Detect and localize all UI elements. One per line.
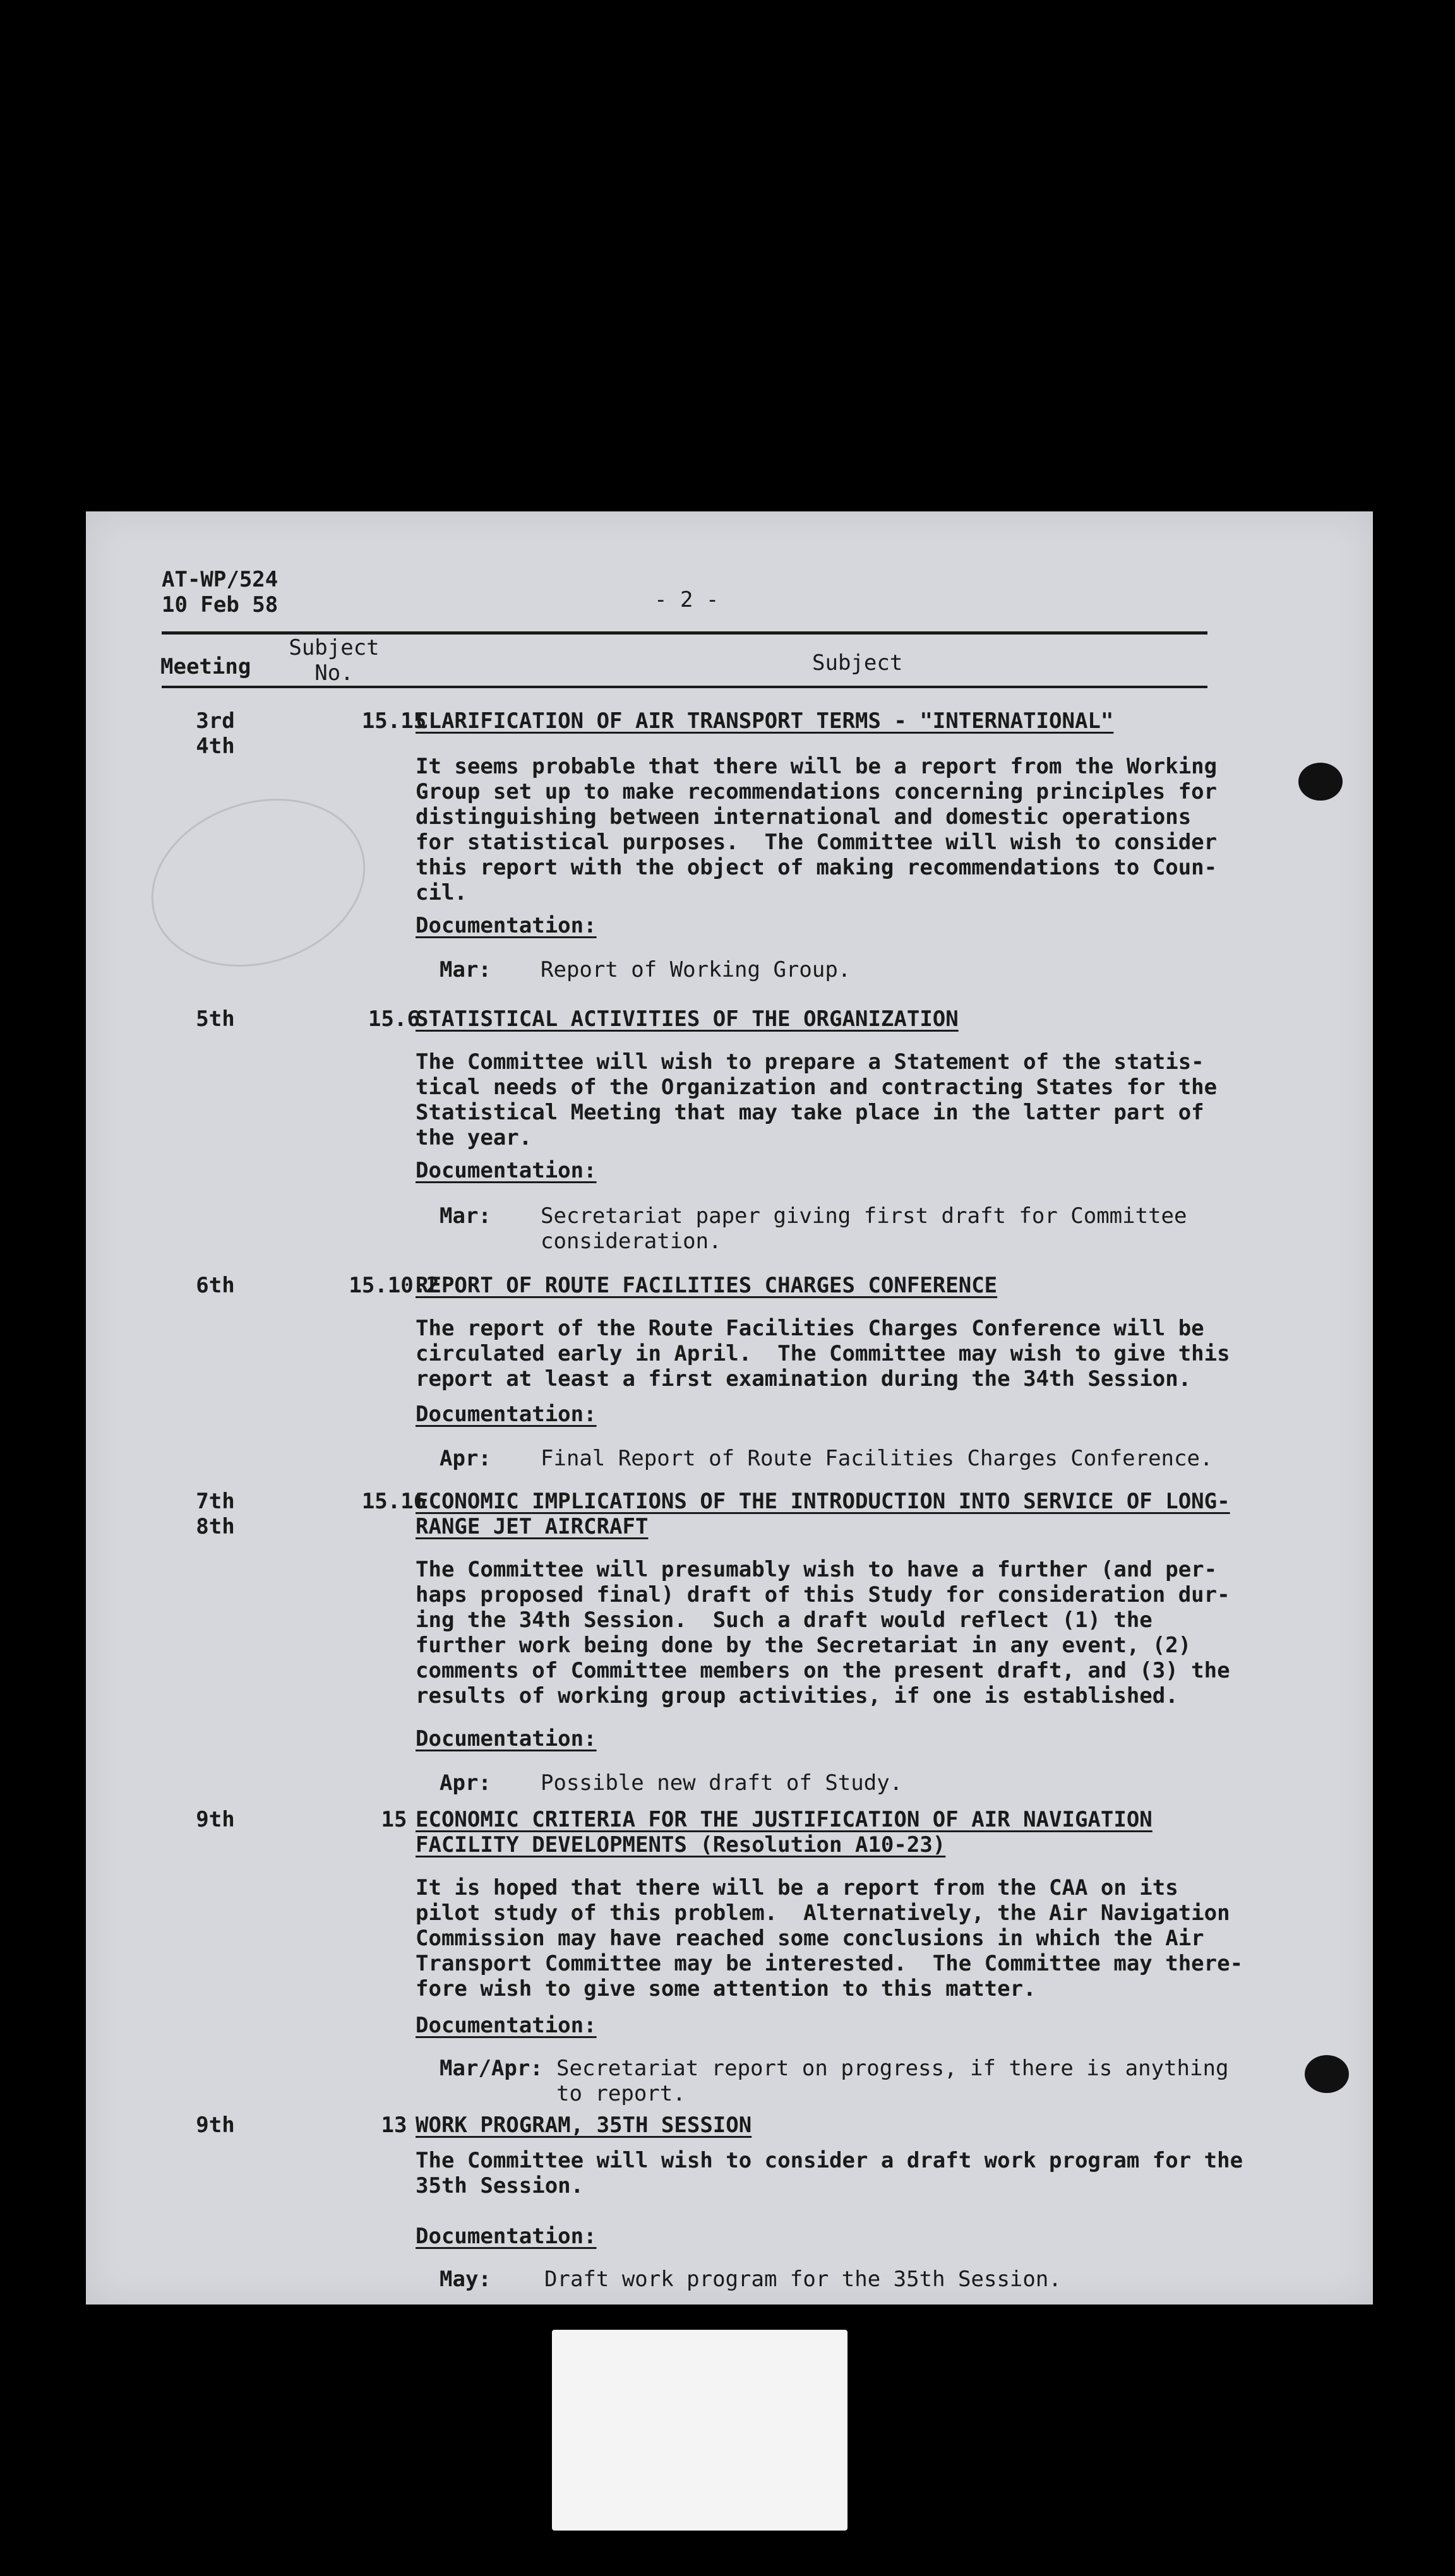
documentation-month: Mar/Apr: — [440, 2056, 543, 2081]
documentation-label: Documentation: — [416, 1402, 597, 1427]
entry-body-line: pilot study of this problem. Alternatively, the Air Navigation — [416, 1900, 1230, 1926]
entry-body-line: The report of the Route Facilities Charges Conference will be — [416, 1316, 1204, 1341]
documentation-label: Documentation: — [416, 2013, 597, 2038]
documentation-description-line: consideration. — [541, 1229, 722, 1254]
meeting-cell — [177, 708, 253, 759]
entry-title-line: ECONOMIC CRITERIA FOR THE JUSTIFICATION OF AIR NAVIGATION — [416, 1807, 1153, 1832]
entry-body — [416, 1875, 1243, 2001]
entry-body-line: further work being done by the Secretariat in any event, (2) — [416, 1633, 1192, 1658]
punch-hole — [1298, 763, 1343, 801]
documentation-description — [541, 1446, 1212, 1471]
document-date: 10 Feb 58 — [162, 592, 278, 617]
documentation-month: Mar: — [440, 1203, 491, 1229]
meeting-cell — [177, 1006, 253, 1032]
column-header-meeting: Meeting — [160, 654, 251, 679]
entry-body-line: ing the 34th Session. Such a draft would reflect (1) the — [416, 1607, 1153, 1633]
documentation-description-line: Final Report of Route Facilities Charges Conference. — [541, 1446, 1213, 1471]
meeting-number: 9th — [196, 2113, 235, 2138]
documentation-description — [556, 2056, 1228, 2106]
documentation-label: Documentation: — [416, 2224, 597, 2249]
entry-title — [416, 1273, 997, 1298]
header-rule-bottom — [162, 686, 1207, 688]
documentation-description-line: Draft work program for the 35th Session. — [544, 2267, 1062, 2292]
entry-title-line: FACILITY DEVELOPMENTS (Resolution A10-23) — [416, 1832, 946, 1857]
subject-number: 15.16 — [361, 1489, 427, 1514]
documentation-description — [541, 957, 851, 982]
column-header-subject-no-line1: Subject — [289, 635, 380, 660]
documentation-description — [541, 1770, 902, 1796]
entry-title — [416, 1006, 959, 1032]
documentation-description — [541, 1203, 1187, 1254]
entry-title — [416, 2113, 751, 2138]
column-header-subject-no-line2: No. — [314, 660, 354, 686]
documentation-label: Documentation: — [416, 913, 597, 938]
document-reference: AT-WP/524 — [162, 567, 278, 592]
entry-body-line: report at least a first examination during the 34th Session. — [416, 1366, 1192, 1392]
entry-title-line: WORK PROGRAM, 35TH SESSION — [416, 2113, 752, 2138]
entry-body-line: this report with the object of making recommendations to Coun- — [416, 855, 1218, 880]
document-reference-block — [162, 567, 278, 617]
entry-body-line: 35th Session. — [416, 2173, 584, 2198]
meeting-cell — [177, 1273, 253, 1298]
entry-body-line: the year. — [416, 1125, 532, 1150]
received-stamp — [129, 772, 387, 993]
documentation-description-line: to report. — [556, 2081, 686, 2106]
document-page — [86, 511, 1373, 2305]
meeting-number: 3rd — [196, 708, 235, 734]
index-card — [552, 2330, 847, 2531]
documentation-description-line: Secretariat paper giving first draft for Committee — [541, 1203, 1187, 1229]
entry-title — [416, 708, 1113, 734]
documentation-description — [544, 2267, 1062, 2292]
meeting-number: 9th — [196, 1807, 235, 1832]
documentation-month: Mar: — [440, 957, 491, 982]
meeting-number: 4th — [196, 734, 235, 759]
entry-title-line: REPORT OF ROUTE FACILITIES CHARGES CONFERENCE — [416, 1273, 998, 1298]
subject-number: 15.15 — [361, 708, 427, 734]
entry-body-line: Group set up to make recommendations concerning principles for — [416, 779, 1218, 804]
column-header-subject-no — [287, 635, 381, 686]
punch-hole — [1305, 2055, 1349, 2093]
entry-body-line: tical needs of the Organization and contracting States for the — [416, 1075, 1218, 1100]
entry-title-line: STATISTICAL ACTIVITIES OF THE ORGANIZATION — [416, 1006, 959, 1032]
documentation-description-line: Report of Working Group. — [541, 957, 851, 982]
meeting-cell — [177, 1489, 253, 1539]
document-content — [86, 511, 1373, 2305]
entry-body-line: for statistical purposes. The Committee will wish to consider — [416, 830, 1218, 855]
documentation-month: Apr: — [440, 1770, 491, 1796]
entry-body-line: circulated early in April. The Committee may wish to give this — [416, 1341, 1230, 1366]
subject-number: 15.6 — [368, 1006, 420, 1032]
subject-number: 15 — [381, 1807, 407, 1832]
documentation-description-line: Secretariat report on progress, if there is anything — [556, 2056, 1229, 2081]
entry-body-line: Transport Committee may be interested. The Committee may there- — [416, 1951, 1243, 1976]
entry-body-line: The Committee will wish to prepare a Statement of the statis- — [416, 1049, 1204, 1075]
meeting-cell — [177, 1807, 253, 1832]
entry-body-line: Commission may have reached some conclusions in which the Air — [416, 1926, 1204, 1951]
entry-body-line: fore wish to give some attention to this matter. — [416, 1976, 1036, 2001]
entry-title-line: RANGE JET AIRCRAFT — [416, 1514, 649, 1539]
entry-body-line: distinguishing between international and domestic operations — [416, 804, 1192, 830]
entry-title — [416, 1489, 1230, 1539]
header-rule-top — [162, 631, 1207, 635]
entry-title-line: ECONOMIC IMPLICATIONS OF THE INTRODUCTION INTO SERVICE OF LONG- — [416, 1489, 1230, 1514]
entry-body-line: The Committee will presumably wish to have a further (and per- — [416, 1557, 1218, 1582]
meeting-cell — [177, 2113, 253, 2138]
documentation-label: Documentation: — [416, 1726, 597, 1751]
column-header-subject: Subject — [812, 650, 903, 676]
subject-number: 15.10.2 — [349, 1273, 440, 1298]
entry-body — [416, 754, 1230, 905]
documentation-description-line: Possible new draft of Study. — [541, 1770, 903, 1796]
documentation-month: May: — [440, 2267, 491, 2292]
entry-body — [416, 1557, 1230, 1708]
entry-body-line: Statistical Meeting that may take place in the latter part of — [416, 1100, 1204, 1125]
entry-body-line: comments of Committee members on the present draft, and (3) the — [416, 1658, 1230, 1683]
entry-body-line: It is hoped that there will be a report from the CAA on its — [416, 1875, 1178, 1900]
documentation-label: Documentation: — [416, 1158, 597, 1183]
meeting-number: 7th — [196, 1489, 235, 1514]
entry-body-line: haps proposed final) draft of this Study for consideration dur- — [416, 1582, 1230, 1607]
entry-body-line: results of working group activities, if one is established. — [416, 1683, 1178, 1708]
entry-body — [416, 2148, 1243, 2198]
entry-title-line: CLARIFICATION OF AIR TRANSPORT TERMS - "INTERNATIONAL" — [416, 708, 1114, 734]
entry-body-line: The Committee will wish to consider a draft work program for the — [416, 2148, 1243, 2173]
meeting-number: 8th — [196, 1514, 235, 1539]
entry-body-line: cil. — [416, 880, 467, 905]
entry-body — [416, 1049, 1230, 1150]
meeting-number: 5th — [196, 1006, 235, 1032]
meeting-number: 6th — [196, 1273, 235, 1298]
entry-body — [416, 1316, 1230, 1392]
page-number: - 2 - — [654, 587, 719, 612]
entry-body-line: It seems probable that there will be a report from the Working — [416, 754, 1218, 779]
documentation-month: Apr: — [440, 1446, 491, 1471]
entry-title — [416, 1807, 1153, 1857]
subject-number: 13 — [381, 2113, 407, 2138]
